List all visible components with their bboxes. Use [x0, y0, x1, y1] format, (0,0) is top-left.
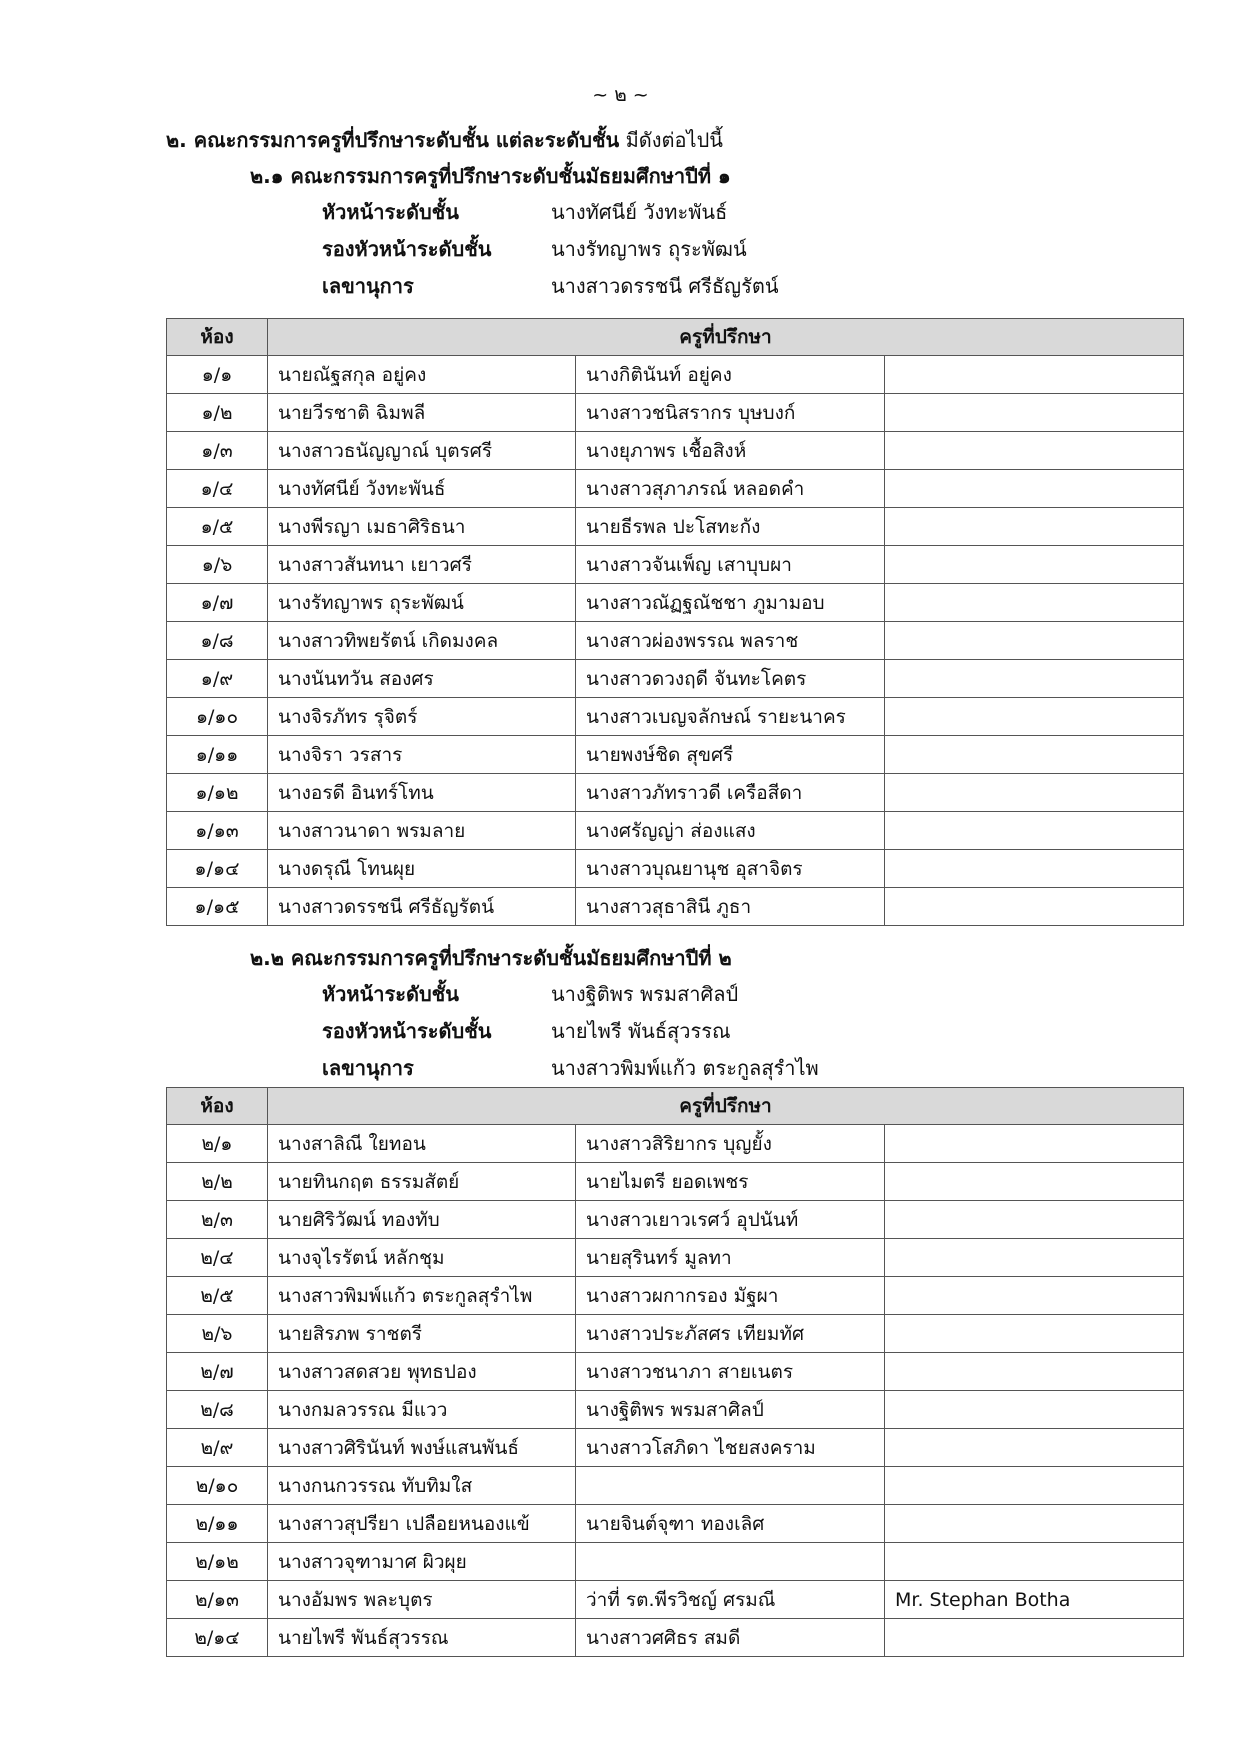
advisor-3-cell — [885, 1505, 1184, 1543]
advisor-3-cell — [885, 356, 1184, 394]
advisor-3-cell — [885, 736, 1184, 774]
section2-role-label-deputy: รองหัวหน้าระดับชั้น — [322, 1019, 492, 1043]
advisor-1-cell: นางสาวดรรชนี ศรีธัญรัตน์ — [268, 888, 576, 926]
advisor-3-cell — [885, 774, 1184, 812]
table-row — [167, 888, 1184, 926]
room-cell: ๑/๓ — [167, 432, 268, 470]
advisor-2-cell: นางสาวณัฏฐณัชชา ภูมามอบ — [576, 584, 885, 622]
room-cell: ๒/๖ — [167, 1315, 268, 1353]
table-row — [167, 622, 1184, 660]
advisor-2-cell: ว่าที่ รต.พีรวิชญ์ ศรมณี — [576, 1581, 885, 1619]
advisor-1-cell: นางจิรา วรสาร — [268, 736, 576, 774]
table-row — [167, 1505, 1184, 1543]
room-cell: ๑/๑๔ — [167, 850, 268, 888]
table-row — [167, 812, 1184, 850]
advisor-3-cell — [885, 812, 1184, 850]
table-row — [167, 1201, 1184, 1239]
header-room: ห้อง — [167, 319, 268, 356]
section1-title: ๒.๑ คณะกรรมการครูที่ปรึกษาระดับชั้นมัธยมศึกษาปีที่ ๑ — [250, 164, 731, 188]
advisor-3-cell — [885, 508, 1184, 546]
table-row — [167, 432, 1184, 470]
advisor-1-cell: นางทัศนีย์ วังทะพันธ์ — [268, 470, 576, 508]
table-row — [167, 356, 1184, 394]
section2-advisor-table — [166, 1087, 1184, 1657]
advisor-3-cell — [885, 584, 1184, 622]
room-cell: ๑/๑๐ — [167, 698, 268, 736]
table-row — [167, 470, 1184, 508]
advisor-2-cell: นางสาวบุณยานุช อุสาจิตร — [576, 850, 885, 888]
table-header-row — [167, 1088, 1184, 1125]
advisor-1-cell: นางสาวจุฑามาศ ผิวผุย — [268, 1543, 576, 1581]
main-heading-bold: ๒. คณะกรรมการครูที่ปรึกษาระดับชั้น แต่ละระดับชั้น — [166, 128, 620, 152]
table-row — [167, 546, 1184, 584]
section1-role-name-head: นางทัศนีย์ วังทะพันธ์ — [551, 200, 728, 224]
advisor-2-cell — [576, 1543, 885, 1581]
advisor-1-cell: นางรัทญาพร ถุระพัฒน์ — [268, 584, 576, 622]
advisor-2-cell: นางกิตินันท์ อยู่คง — [576, 356, 885, 394]
main-heading — [166, 124, 723, 156]
table-row — [167, 660, 1184, 698]
advisor-3-cell — [885, 546, 1184, 584]
advisor-1-cell: นางกนกวรรณ ทับทิมใส — [268, 1467, 576, 1505]
room-cell: ๑/๒ — [167, 394, 268, 432]
advisor-3-cell — [885, 1239, 1184, 1277]
table-row — [167, 774, 1184, 812]
room-cell: ๒/๒ — [167, 1163, 268, 1201]
section1-role-name-deputy: นางรัทญาพร ถุระพัฒน์ — [551, 237, 747, 261]
table-row — [167, 1467, 1184, 1505]
section1-role-label-deputy: รองหัวหน้าระดับชั้น — [322, 237, 492, 261]
table-row — [167, 736, 1184, 774]
advisor-3-cell — [885, 1467, 1184, 1505]
advisor-3-cell — [885, 1391, 1184, 1429]
advisor-1-cell: นางสาวศิรินันท์ พงษ์แสนพันธ์ — [268, 1429, 576, 1467]
advisor-1-cell: นางดรุณี โทนผุย — [268, 850, 576, 888]
table-row — [167, 1239, 1184, 1277]
advisor-1-cell: นายไพรี พันธ์สุวรรณ — [268, 1619, 576, 1657]
room-cell: ๒/๑ — [167, 1125, 268, 1163]
advisor-3-cell — [885, 1315, 1184, 1353]
advisor-3-cell — [885, 470, 1184, 508]
advisor-3-cell — [885, 1277, 1184, 1315]
room-cell: ๒/๙ — [167, 1429, 268, 1467]
advisor-1-cell: นายวีรชาติ ฉิมพลี — [268, 394, 576, 432]
table-row — [167, 508, 1184, 546]
table-row — [167, 1277, 1184, 1315]
room-cell: ๑/๗ — [167, 584, 268, 622]
advisor-3-cell — [885, 850, 1184, 888]
table-row — [167, 584, 1184, 622]
advisor-2-cell: นางศรัญญ่า ส่องแสง — [576, 812, 885, 850]
advisor-1-cell: นายสิรภพ ราชตรี — [268, 1315, 576, 1353]
room-cell: ๑/๔ — [167, 470, 268, 508]
advisor-3-cell: Mr. Stephan Botha — [885, 1581, 1184, 1619]
section2-title: ๒.๒ คณะกรรมการครูที่ปรึกษาระดับชั้นมัธยมศึกษาปีที่ ๒ — [250, 946, 732, 970]
section1-role-label-secretary: เลขานุการ — [322, 274, 414, 298]
room-cell: ๒/๑๔ — [167, 1619, 268, 1657]
room-cell: ๑/๑๕ — [167, 888, 268, 926]
advisor-1-cell: นายณัฐสกุล อยู่คง — [268, 356, 576, 394]
advisor-2-cell: นายไมตรี ยอดเพชร — [576, 1163, 885, 1201]
table-row — [167, 1315, 1184, 1353]
advisor-2-cell: นางฐิติพร พรมสาศิลป์ — [576, 1391, 885, 1429]
section2-role-name-deputy: นายไพรี พันธ์สุวรรณ — [551, 1019, 731, 1043]
advisor-1-cell: นางสาลิณี ใยทอน — [268, 1125, 576, 1163]
advisor-2-cell: นางสาวผ่องพรรณ พลราช — [576, 622, 885, 660]
table-row — [167, 1391, 1184, 1429]
room-cell: ๒/๕ — [167, 1277, 268, 1315]
section2-role-name-secretary: นางสาวพิมพ์แก้ว ตระกูลสุรำไพ — [551, 1056, 819, 1080]
advisor-3-cell — [885, 1429, 1184, 1467]
advisor-1-cell: นางสาวพิมพ์แก้ว ตระกูลสุรำไพ — [268, 1277, 576, 1315]
advisor-3-cell — [885, 660, 1184, 698]
room-cell: ๒/๓ — [167, 1201, 268, 1239]
advisor-2-cell: นางสาวดวงฤดี จันทะโคตร — [576, 660, 885, 698]
room-cell: ๑/๙ — [167, 660, 268, 698]
advisor-1-cell: นางกมลวรรณ มีแวว — [268, 1391, 576, 1429]
advisor-2-cell: นางสาวสิริยากร บุญยั้ง — [576, 1125, 885, 1163]
advisor-3-cell — [885, 1543, 1184, 1581]
room-cell: ๑/๑๓ — [167, 812, 268, 850]
header-room: ห้อง — [167, 1088, 268, 1125]
room-cell: ๒/๘ — [167, 1391, 268, 1429]
advisor-2-cell — [576, 1467, 885, 1505]
room-cell: ๒/๑๐ — [167, 1467, 268, 1505]
table-row — [167, 394, 1184, 432]
advisor-1-cell: นางนันทวัน สองศร — [268, 660, 576, 698]
advisor-2-cell: นางสาวศศิธร สมดี — [576, 1619, 885, 1657]
room-cell: ๒/๗ — [167, 1353, 268, 1391]
advisor-2-cell: นางสาวโสภิดา ไชยสงคราม — [576, 1429, 885, 1467]
advisor-3-cell — [885, 432, 1184, 470]
advisor-3-cell — [885, 888, 1184, 926]
advisor-1-cell: นางจุไรรัตน์ หลักชุม — [268, 1239, 576, 1277]
room-cell: ๑/๘ — [167, 622, 268, 660]
advisor-2-cell: นางสาวสุภาภรณ์ หลอดคำ — [576, 470, 885, 508]
advisor-2-cell: นายสุรินทร์ มูลทา — [576, 1239, 885, 1277]
advisor-3-cell — [885, 1125, 1184, 1163]
advisor-1-cell: นางอัมพร พละบุตร — [268, 1581, 576, 1619]
advisor-2-cell: นางสาวสุธาสินี ภูธา — [576, 888, 885, 926]
section1-advisor-table — [166, 318, 1184, 926]
advisor-2-cell: นางสาวจันเพ็ญ เสาบุบผา — [576, 546, 885, 584]
section2-role-label-head: หัวหน้าระดับชั้น — [322, 982, 459, 1006]
advisor-1-cell: นางสาวนาดา พรมลาย — [268, 812, 576, 850]
advisor-1-cell: นางสาวสันทนา เยาวศรี — [268, 546, 576, 584]
room-cell: ๒/๑๑ — [167, 1505, 268, 1543]
table-row — [167, 1543, 1184, 1581]
advisor-1-cell: นางพีรญา เมธาศิริธนา — [268, 508, 576, 546]
advisor-2-cell: นางสาวเบญจลักษณ์ รายะนาคร — [576, 698, 885, 736]
advisor-3-cell — [885, 1619, 1184, 1657]
room-cell: ๑/๑๑ — [167, 736, 268, 774]
table-row — [167, 850, 1184, 888]
advisor-1-cell: นายทินกฤต ธรรมสัตย์ — [268, 1163, 576, 1201]
advisor-1-cell: นายศิริวัฒน์ ทองทับ — [268, 1201, 576, 1239]
advisor-2-cell: นางสาวชนิสรากร บุษบงก์ — [576, 394, 885, 432]
table-row — [167, 1581, 1184, 1619]
room-cell: ๒/๔ — [167, 1239, 268, 1277]
advisor-2-cell: นางยุภาพร เชื้อสิงห์ — [576, 432, 885, 470]
advisor-1-cell: นางจิรภัทร รุจิตร์ — [268, 698, 576, 736]
section1-role-name-secretary: นางสาวดรรชนี ศรีธัญรัตน์ — [551, 274, 779, 298]
advisor-1-cell: นางสาวทิพยรัตน์ เกิดมงคล — [268, 622, 576, 660]
advisor-2-cell: นางสาวชนาภา สายเนตร — [576, 1353, 885, 1391]
table-header-row — [167, 319, 1184, 356]
advisor-3-cell — [885, 1201, 1184, 1239]
advisor-3-cell — [885, 698, 1184, 736]
advisor-3-cell — [885, 1163, 1184, 1201]
room-cell: ๒/๑๓ — [167, 1581, 268, 1619]
advisor-1-cell: นางอรดี อินทร์โทน — [268, 774, 576, 812]
room-cell: ๑/๑ — [167, 356, 268, 394]
room-cell: ๑/๖ — [167, 546, 268, 584]
advisor-2-cell: นายจินต์จุฑา ทองเลิศ — [576, 1505, 885, 1543]
table-row — [167, 1619, 1184, 1657]
advisor-3-cell — [885, 1353, 1184, 1391]
table-row — [167, 1163, 1184, 1201]
header-advisors: ครูที่ปรึกษา — [268, 319, 1184, 356]
room-cell: ๒/๑๒ — [167, 1543, 268, 1581]
advisor-2-cell: นายพงษ์ชิด สุขศรี — [576, 736, 885, 774]
table-row — [167, 1353, 1184, 1391]
table-row — [167, 1125, 1184, 1163]
table-row — [167, 698, 1184, 736]
advisor-1-cell: นางสาวธนัญญาณ์ บุตรศรี — [268, 432, 576, 470]
advisor-2-cell: นางสาวภัทราวดี เครือสีดา — [576, 774, 885, 812]
room-cell: ๑/๕ — [167, 508, 268, 546]
advisor-3-cell — [885, 394, 1184, 432]
section2-role-label-secretary: เลขานุการ — [322, 1056, 414, 1080]
advisor-2-cell: นางสาวผกากรอง มัฐผา — [576, 1277, 885, 1315]
advisor-3-cell — [885, 622, 1184, 660]
section2-role-name-head: นางฐิติพร พรมสาศิลป์ — [551, 982, 739, 1006]
header-advisors: ครูที่ปรึกษา — [268, 1088, 1184, 1125]
section1-role-label-head: หัวหน้าระดับชั้น — [322, 200, 459, 224]
advisor-1-cell: นางสาวสดสวย พุทธปอง — [268, 1353, 576, 1391]
room-cell: ๑/๑๒ — [167, 774, 268, 812]
advisor-2-cell: นางสาวประภัสศร เทียมทัศ — [576, 1315, 885, 1353]
main-heading-normal: มีดังต่อไปนี้ — [625, 128, 723, 152]
advisor-2-cell: นายธีรพล ปะโสทะกัง — [576, 508, 885, 546]
page-number: ~ ๒ ~ — [592, 84, 649, 106]
table-row — [167, 1429, 1184, 1467]
advisor-2-cell: นางสาวเยาวเรศว์ อุปนันท์ — [576, 1201, 885, 1239]
advisor-1-cell: นางสาวสุปรียา เปลือยหนองแข้ — [268, 1505, 576, 1543]
